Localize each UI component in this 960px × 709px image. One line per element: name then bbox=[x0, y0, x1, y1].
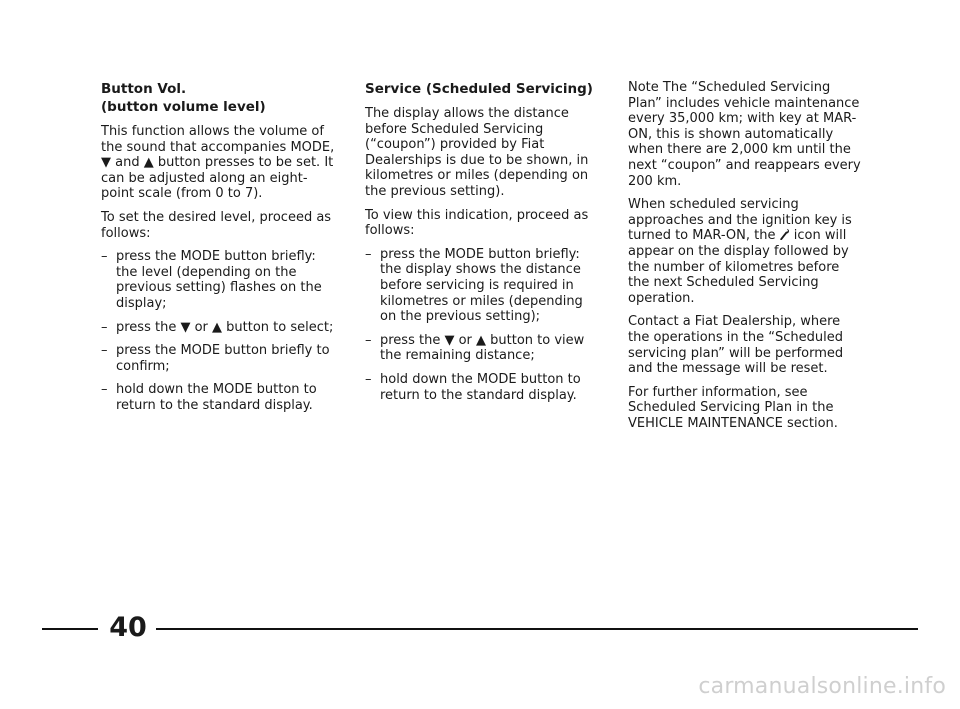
list-item bbox=[365, 372, 601, 403]
wrench-icon bbox=[780, 228, 790, 240]
dash-bullet: – bbox=[101, 319, 108, 335]
list-item-text: press the ▼ or ▲ button to view the remaining distance; bbox=[380, 332, 585, 364]
list-item-text: press the ▼ or ▲ button to select; bbox=[116, 319, 334, 335]
watermark-text: carmanualsonline.info bbox=[698, 674, 946, 699]
footer-rule-left bbox=[42, 628, 98, 630]
paragraph-service-icon bbox=[628, 197, 864, 306]
page-number: 40 bbox=[109, 612, 147, 643]
paragraph-volume-intro: This function allows the volume of the sound that accompanies MODE, ▼ and ▲ button presses to be set. It can be adjusted along an eight-point scale (from 0 to 7). bbox=[101, 124, 335, 202]
paragraph-text-before-icon: When scheduled servicing approaches and the ignition key is turned to MAR-ON, the bbox=[628, 197, 852, 244]
list-item bbox=[365, 247, 601, 325]
list-item bbox=[101, 382, 337, 413]
steps-list bbox=[365, 247, 601, 403]
dash-bullet: – bbox=[101, 382, 108, 398]
dash-bullet: – bbox=[101, 343, 108, 359]
list-item-text: press the MODE button briefly: the level (depending on the previous setting) flashes on the display; bbox=[116, 249, 322, 311]
paragraph-service-intro: The display allows the distance before Scheduled Servicing (“coupon”) provided by Fiat Dealerships is due to be shown, in kilometres or miles (depending on the previous setting). bbox=[365, 106, 589, 199]
steps-list bbox=[101, 249, 337, 413]
dash-bullet: – bbox=[365, 332, 372, 348]
paragraph-proceed: To set the desired level, proceed as follows: bbox=[101, 209, 332, 241]
column-button-vol bbox=[101, 80, 337, 422]
section-heading-service: Service (Scheduled Servicing) bbox=[365, 81, 593, 97]
heading-line-1: Button Vol. bbox=[101, 81, 187, 97]
paragraph-note: Note The “Scheduled Servicing Plan” includes vehicle maintenance every 35,000 km; with key at MAR-ON, this is shown automatically when there are 2,000 km until the next “coupon” and reappears every 200 km. bbox=[628, 80, 861, 189]
list-item bbox=[365, 333, 601, 364]
dash-bullet: – bbox=[365, 371, 372, 387]
paragraph-text-after-icon: icon will appear on the display followed by the number of kilometres before the next Scheduled Servicing operation. bbox=[628, 228, 849, 306]
paragraph-further-info: For further information, see Scheduled Servicing Plan in the VEHICLE MAINTENANCE section. bbox=[628, 384, 838, 431]
list-item bbox=[101, 249, 337, 311]
list-item-text: hold down the MODE button to return to the standard display. bbox=[380, 371, 581, 403]
list-item-text: press the MODE button briefly: the display shows the distance before servicing is required in kilometres or miles (depending on the previous setting); bbox=[380, 246, 583, 325]
footer-rule-right bbox=[156, 628, 918, 630]
list-item bbox=[101, 343, 337, 374]
heading-line-2: (button volume level) bbox=[101, 99, 266, 115]
dash-bullet: – bbox=[365, 246, 372, 262]
dash-bullet: – bbox=[101, 249, 108, 265]
section-heading-button-vol bbox=[101, 80, 337, 116]
list-item bbox=[101, 320, 337, 336]
list-item-text: hold down the MODE button to return to the standard display. bbox=[116, 382, 317, 413]
list-item-text: press the MODE button briefly to confirm; bbox=[116, 343, 330, 374]
paragraph-contact: Contact a Fiat Dealership, where the operations in the “Scheduled servicing plan” will be performed and the message will be reset. bbox=[628, 314, 844, 377]
column-service bbox=[365, 80, 601, 411]
paragraph-proceed: To view this indication, proceed as follows: bbox=[365, 207, 589, 239]
column-notes bbox=[628, 80, 864, 439]
